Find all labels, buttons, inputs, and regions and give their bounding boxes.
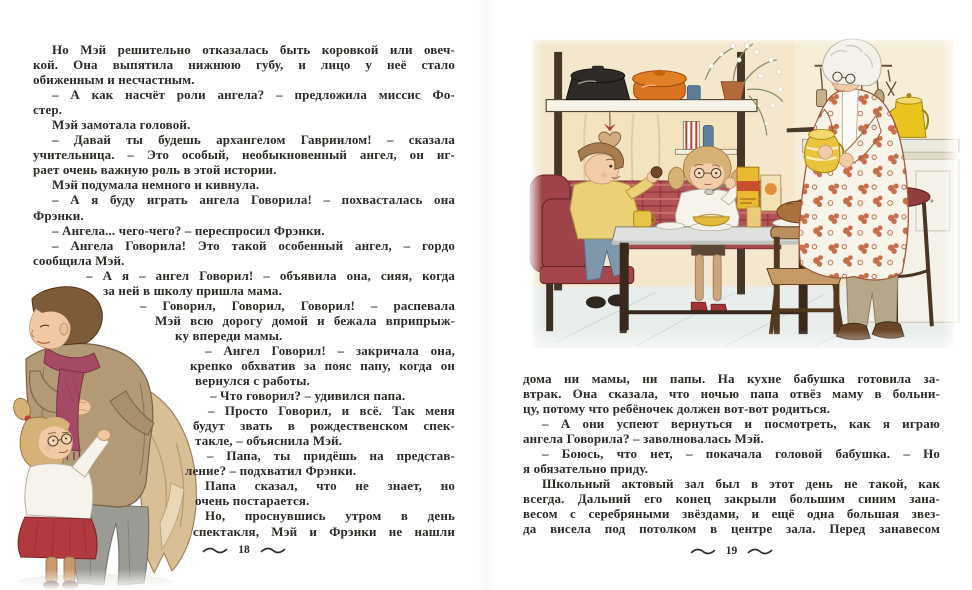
text-line: цу, потому что ребёночек должен вот-вот родиться. [523,401,831,417]
text-line: вернулся с работы. [195,373,310,389]
text-line: будут звать в рождественском спек- [193,418,455,434]
blue-mug [687,86,700,100]
cereal-bowl [690,214,732,230]
left-page-text [33,42,455,539]
text-line: втрак. Она сказала, что ночью папа отвёз маму в больни- [523,386,940,402]
boy-shoe [586,296,606,308]
text-line: – А я буду играть ангела Говорила! – похвасталась она [52,192,455,208]
text-line: – Просто Говорил, и всё. Так меня [208,403,455,419]
left-page-footer [33,544,455,556]
text-line: дома ни мамы, ни папы. На кухне бабушка готовила за- [523,371,940,386]
girl-hand [725,178,736,189]
tilde-ornament [202,547,228,554]
text-line: да висела под потолком в центре зала. Перед занавесом [523,521,940,537]
text-line: – Боюсь, что нет, – покачала головой бабушка. – Но [542,446,940,462]
yellow-mug [634,211,655,227]
text-line: всегда. Дальний его конец закрыли большим синим зана- [523,491,940,507]
page-number: 18 [238,544,250,556]
illustration-kitchen-breakfast [525,32,960,360]
text-line: Мэй замотала головой. [52,117,191,133]
right-page-footer [523,545,940,557]
text-line: – Что говорил? – удивился папа. [210,388,406,404]
edge-fade [526,32,542,360]
text-line: – А я – ангел Говорил! – объявила она, сияя, когда [86,267,455,283]
text-line: сообщила Мэй. [33,252,125,268]
edge-fade [526,330,958,360]
text-line: Но Мэй решительно отказалась быть коровкой или овеч- [52,42,455,57]
girl-pigtail [668,167,684,189]
text-line: – Говорил, Говорил, Говорил! – распевала [140,297,455,313]
text-line: крепко обхватив за пояс папу, когда он [190,357,455,373]
text-line: за ней в школу пришла мама. [103,282,282,298]
edge-fade [526,32,958,46]
text-line: Папа сказал, что не знает, но [205,478,455,494]
text-line: Мэй всю дорогу домой и бежала вприпрыж- [155,312,455,328]
tilde-ornament [260,547,286,554]
tilde-ornament [690,548,716,555]
grandma-hand [819,145,833,159]
text-line: – Ангела... чего-чего? – переспросил Фрэнки. [52,222,325,238]
text-line: очень постарается. [195,493,310,509]
text-line: кой. Она выпятила нижнюю губу, и лицо у неё стало [33,57,455,73]
page-number: 19 [725,545,738,557]
muffin [651,167,662,178]
striped-tin [683,121,699,149]
text-line: Но, проснувшись утром в день [205,508,455,524]
text-line: учительница. – Это особый, необыкновенный ангел, он иг- [33,147,455,163]
girl-leg [695,255,703,301]
text-line: обиженным и несчастным. [33,72,195,88]
text-line: – А как насчёт роли ангела? – предложила миссис Фо- [52,87,455,103]
edge-fade [943,32,959,360]
juice-glass [747,207,761,227]
text-line: – Давай ты будешь архангелом Гавриилом! – сказала [52,132,455,148]
cereal-box [737,167,759,209]
text-line: такле, – объяснила Мэй. [195,433,343,449]
text-line: Мэй подумала немного и кивнула. [52,177,260,193]
small-plate [657,222,685,229]
text-line: стер. [33,102,63,118]
text-line: ку впереди мамы. [175,327,283,343]
watercolor-fade [0,569,235,590]
text-line: – Папа, ты придёшь на представ- [207,448,455,464]
text-line: ангела Говорила? – заволновалась Мэй. [523,431,764,447]
tilde-ornament [747,548,773,555]
cereal-box-2 [761,175,781,211]
girl-sandal [691,302,707,310]
text-line: весом с серебряными звёздами, и ещё одна большая звез- [523,506,940,522]
text-line: ление? – подхватил Фрэнки. [185,463,357,479]
text-line: спектакля, Мэй и Фрэнки не нашли [193,523,455,539]
text-line: Фрэнки. [33,207,84,223]
text-line: – Ангела Говорила! Это такой особенный ангел, – гордо [52,237,455,253]
text-line: – Ангел Говорил! – закричала она, [205,342,455,358]
table-leg [620,243,629,330]
right-page-text [523,371,940,537]
text-line: Школьный актовый зал был в этот день не такой, как [542,476,940,492]
blue-bottle [703,125,713,149]
page-right [486,0,972,590]
text-line: – А они успеют вернуться и посмотреть, как я играю [542,416,940,432]
orange-casserole [633,70,687,100]
text-line: рает очень важную роль в этой истории. [33,162,277,178]
text-line: я обязательно приду. [523,461,649,477]
